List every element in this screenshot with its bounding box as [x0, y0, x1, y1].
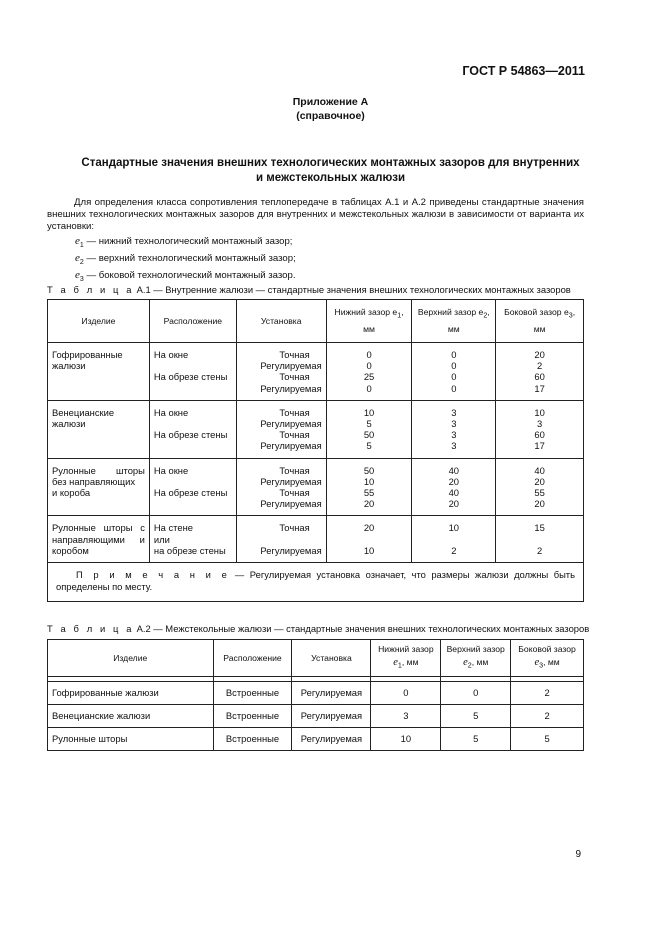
header-text: Верхний зазор	[446, 644, 505, 655]
bottom-value: 20	[363, 498, 375, 510]
bottom-value: 0	[366, 349, 372, 360]
table1-bottom	[326, 400, 412, 458]
table1-note-row	[48, 563, 584, 602]
legend-symbol: e	[75, 252, 80, 265]
table1-group	[48, 400, 584, 458]
mounting-value: Точная	[279, 464, 310, 476]
table1-group	[48, 516, 584, 563]
location-line: На окне	[153, 349, 189, 360]
top-value: 10	[448, 522, 460, 534]
header-index: 2	[483, 311, 488, 320]
table2-location: Встроенные	[213, 705, 292, 728]
table1-caption	[47, 284, 571, 295]
header-index: 3	[568, 311, 573, 320]
header-index: 3	[539, 661, 544, 670]
table2-location: Встроенные	[213, 728, 292, 751]
table2-side: 2	[511, 705, 584, 728]
location-line: На обрезе стены	[153, 371, 228, 383]
table2-header-bottom	[371, 640, 441, 677]
location-line: на обрезе стены	[153, 544, 226, 556]
table2-header-side	[511, 640, 584, 677]
header-index: 1	[397, 311, 402, 320]
document-title	[40, 156, 621, 186]
location-line: На обрезе стены	[153, 487, 228, 499]
table-row	[48, 682, 584, 705]
table1-bottom	[326, 343, 412, 401]
table1-group	[48, 343, 584, 401]
table1-location	[149, 516, 236, 563]
top-value: 3	[451, 418, 457, 430]
mounting-value: Регулируемая	[260, 440, 322, 452]
table1-product	[48, 516, 150, 563]
side-value: 10	[534, 406, 545, 418]
table2-bottom: 10	[371, 728, 441, 751]
top-value: 3	[451, 406, 457, 418]
side-value: 60	[534, 429, 545, 441]
header-unit: мм	[447, 323, 460, 334]
table2-mounting: Регулируемая	[292, 728, 371, 751]
appendix-title: Приложение А	[292, 96, 369, 108]
table1-mounting	[236, 343, 326, 401]
top-value: 40	[448, 464, 460, 476]
top-value: 0	[451, 371, 457, 383]
header-text: Нижний зазор e	[334, 307, 398, 318]
location-line: На обрезе стены	[153, 429, 228, 441]
header-symbol: e	[393, 657, 398, 669]
mounting-value: Регулируемая	[260, 498, 322, 510]
table1-top	[412, 516, 496, 563]
table2-bottom: 3	[371, 705, 441, 728]
header-text: ,	[572, 307, 576, 318]
header-text: Нижний зазор	[378, 644, 434, 655]
top-value: 3	[451, 440, 457, 452]
legend-text: — нижний технологический монтажный зазор;	[83, 236, 293, 247]
mounting-value: Точная	[279, 406, 310, 418]
document-title-line-1: Стандартные значения внешних технологических монтажных зазоров для внутренних	[81, 157, 580, 169]
location-line: На окне	[153, 406, 189, 418]
legend-index: 1	[79, 241, 84, 249]
product-line: Венецианские	[52, 406, 115, 418]
header-unit: мм	[533, 323, 546, 334]
header-text: ,	[401, 307, 404, 318]
table1-header-row	[48, 300, 584, 343]
top-value: 0	[451, 382, 457, 394]
table1-product	[48, 343, 150, 401]
table2-header-mounting: Установка	[292, 640, 371, 677]
legend-text: — верхний технологический монтажный зазор;	[83, 253, 296, 265]
note-text: — Регулируемая установка означает, что размеры жалюзи должны быть определены по месту.	[56, 569, 575, 593]
top-value: 20	[448, 475, 460, 487]
top-value: 3	[451, 429, 457, 441]
side-value: 3	[536, 418, 543, 430]
product-line: жалюзи	[52, 418, 86, 430]
table1-header-product: Изделие	[48, 300, 150, 343]
product-line: направляющими и	[52, 533, 145, 545]
side-value: 17	[534, 382, 545, 394]
bottom-value: 10	[363, 475, 375, 487]
mounting-value: Точная	[279, 429, 310, 441]
table2-side: 5	[511, 728, 584, 751]
mounting-value: Регулируемая	[260, 475, 322, 487]
header-text: Боковой зазор e	[504, 307, 569, 318]
bottom-value: 55	[363, 487, 375, 499]
table2-top: 5	[441, 728, 511, 751]
header-unit: мм	[363, 323, 375, 334]
table1-bottom	[326, 516, 412, 563]
table2-header-top	[441, 640, 511, 677]
table2-location: Встроенные	[213, 682, 292, 705]
mounting-value: Регулируемая	[260, 360, 322, 372]
side-value: 20	[534, 475, 545, 487]
table2	[47, 639, 584, 751]
table1-header-mounting: Установка	[236, 300, 326, 343]
product-line: Рулонные шторы	[52, 464, 145, 476]
header-unit: , мм	[401, 657, 419, 668]
header-text: Боковой зазор	[518, 644, 576, 655]
product-line: Гофрированные	[52, 349, 123, 360]
top-value: 0	[451, 349, 457, 360]
header-unit: , мм	[543, 657, 560, 668]
table2-side: 2	[511, 682, 584, 705]
mounting-value: Точная	[279, 487, 310, 499]
table2-label: Т а б л и ц а	[47, 623, 135, 634]
table1-side	[496, 458, 584, 516]
standard-number: ГОСТ Р 54863—2011	[462, 64, 585, 78]
header-symbol: e	[534, 657, 540, 669]
header-unit: , мм	[471, 657, 489, 668]
legend-text: — боковой технологический монтажный зазор.	[83, 270, 296, 282]
note-label: П р и м е ч а н и е	[76, 569, 230, 581]
table1-location	[149, 458, 236, 516]
table2-header-location: Расположение	[213, 640, 292, 677]
product-line: и короба	[52, 487, 91, 499]
mounting-value: Точная	[279, 371, 310, 383]
legend-item	[75, 235, 296, 252]
table1-caption-text: А.1 — Внутренние жалюзи — стандартные значения внешних технологических монтажных зазоров	[134, 284, 571, 295]
table1-location	[149, 343, 236, 401]
header-index: 2	[467, 661, 472, 670]
table1-header-bottom	[326, 300, 412, 343]
table1-header-location: Расположение	[149, 300, 236, 343]
table1-side	[496, 516, 584, 563]
bottom-value: 50	[363, 464, 375, 476]
mounting-value: Регулируемая	[260, 382, 322, 394]
mounting-value: Регулируемая	[260, 544, 322, 556]
table2-top: 0	[441, 682, 511, 705]
table1-mounting	[236, 516, 326, 563]
top-value: 2	[451, 544, 457, 556]
product-line: коробом	[52, 544, 89, 556]
legend-symbol: e	[75, 235, 80, 247]
appendix-heading	[0, 95, 661, 123]
legend-symbol: e	[75, 269, 80, 282]
intro-paragraph	[47, 197, 584, 233]
table2-product: Рулонные шторы	[48, 728, 214, 751]
side-value: 55	[534, 487, 545, 499]
top-value: 40	[448, 487, 460, 499]
table1-header-side	[496, 300, 584, 343]
bottom-value: 5	[366, 418, 372, 430]
side-value: 2	[536, 544, 543, 556]
table1-mounting	[236, 458, 326, 516]
header-symbol: e	[463, 657, 468, 669]
table-row	[48, 705, 584, 728]
table1-top	[412, 400, 496, 458]
table2-header-row	[48, 640, 584, 677]
location-line: или	[153, 533, 170, 545]
table2-header-product: Изделие	[48, 640, 214, 677]
table1-group	[48, 458, 584, 516]
table1-product	[48, 458, 150, 516]
mounting-value: Регулируемая	[260, 418, 322, 430]
table1-side	[496, 343, 584, 401]
table1	[47, 299, 584, 602]
legend-index: 2	[79, 259, 84, 267]
table1-mounting	[236, 400, 326, 458]
page-number: 9	[575, 849, 581, 860]
table1-side	[496, 400, 584, 458]
mounting-value: Точная	[279, 522, 310, 534]
legend-index: 3	[79, 276, 84, 284]
bottom-value: 0	[366, 360, 372, 372]
table1-location	[149, 400, 236, 458]
top-value: 0	[451, 360, 457, 372]
appendix-subtitle: (справочное)	[296, 110, 365, 122]
product-line: Рулонные шторы с	[52, 522, 145, 534]
header-text: Верхний зазор e	[417, 307, 484, 318]
product-line: без направляющих	[52, 475, 136, 487]
bottom-value: 5	[366, 440, 372, 452]
table2-product: Венецианские жалюзи	[48, 705, 214, 728]
table1-bottom	[326, 458, 412, 516]
table2-top: 5	[441, 705, 511, 728]
side-value: 2	[536, 360, 543, 372]
bottom-value: 0	[366, 382, 372, 394]
table1-top	[412, 343, 496, 401]
mounting-value: Точная	[279, 349, 310, 360]
top-value: 20	[448, 498, 460, 510]
table2-bottom: 0	[371, 682, 441, 705]
table-row	[48, 728, 584, 751]
table1-header-top	[412, 300, 496, 343]
product-line: жалюзи	[52, 360, 86, 372]
side-value: 60	[534, 371, 545, 383]
header-text: ,	[487, 307, 490, 318]
bottom-value: 10	[363, 544, 375, 556]
side-value: 40	[534, 464, 545, 476]
table1-top	[412, 458, 496, 516]
bottom-value: 25	[363, 371, 375, 383]
side-value: 20	[534, 498, 545, 510]
bottom-value: 50	[363, 429, 375, 441]
table1-label: Т а б л и ц а	[47, 284, 135, 295]
document-title-line-2: и межстекольных жалюзи	[255, 172, 406, 184]
table2-caption-text: А.2 — Межстекольные жалюзи — стандартные значения внешних технологических монтажных зазоров	[134, 623, 590, 634]
table1-note	[48, 563, 584, 602]
gap-legend	[75, 235, 296, 287]
table2-caption	[47, 623, 589, 634]
table1-product	[48, 400, 150, 458]
location-line: На стене	[153, 522, 193, 534]
legend-item	[75, 252, 296, 269]
table2-mounting: Регулируемая	[292, 682, 371, 705]
intro-text: Для определения класса сопротивления теплопередаче в таблицах А.1 и А.2 приведены стандартные значения внешних технологических монтажных зазоров для внутренних и межстекольных жалюзи в зависимости от варианта их установки:	[47, 197, 584, 232]
bottom-value: 10	[363, 406, 375, 418]
table2-product: Гофрированные жалюзи	[48, 682, 214, 705]
table2-mounting: Регулируемая	[292, 705, 371, 728]
header-index: 1	[397, 661, 402, 670]
location-line: На окне	[153, 464, 189, 476]
side-value: 20	[534, 349, 545, 360]
bottom-value: 20	[363, 522, 375, 534]
side-value: 17	[534, 440, 545, 452]
side-value: 15	[534, 522, 545, 534]
